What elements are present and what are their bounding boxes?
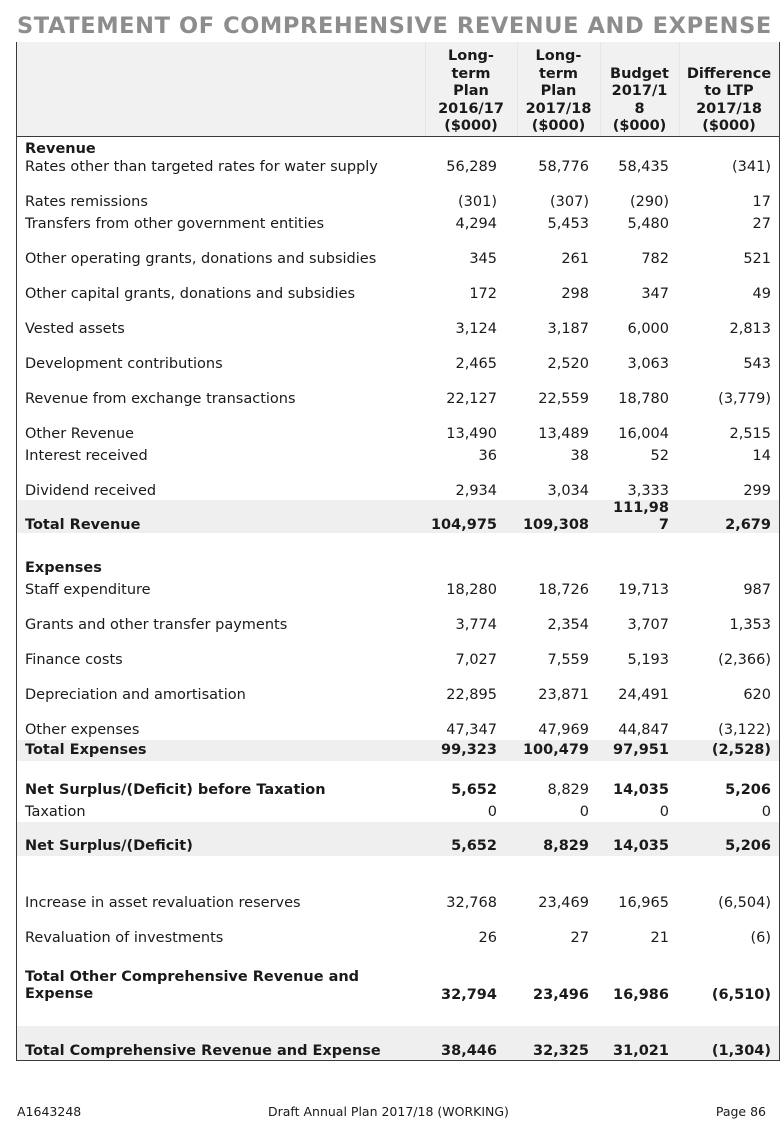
table-row: Dividend received 2,934 3,034 3,333 299 [25, 483, 771, 499]
page-title: STATEMENT OF COMPREHENSIVE REVENUE AND EXPENSE [17, 13, 772, 39]
table-row: Taxation 0 0 0 0 [25, 804, 771, 820]
table-row: Other operating grants, donations and subsidies 345 261 782 521 [25, 251, 771, 267]
table-row: Grants and other transfer payments 3,774 2,354 3,707 1,353 [25, 617, 771, 633]
table-row: Rates other than targeted rates for water supply 56,289 58,776 58,435 (341) [25, 159, 771, 175]
table-row: Increase in asset revaluation reserves 32,768 23,469 16,965 (6,504) [25, 895, 771, 911]
total-other-comprehensive-row: Total Other Comprehensive Revenue and Expense 32,794 23,496 16,986 (6,510) [25, 969, 771, 1003]
section-heading-revenue: Revenue [25, 141, 96, 157]
column-unit: ($000) [702, 118, 756, 134]
table-header [17, 42, 779, 137]
table-row: Interest received 36 38 52 14 [25, 448, 771, 464]
table-row: Depreciation and amortisation 22,895 23,871 24,491 620 [25, 687, 771, 703]
table-row: Other capital grants, donations and subsidies 172 298 347 49 [25, 286, 771, 302]
footer-doc-title: Draft Annual Plan 2017/18 (WORKING) [268, 1104, 509, 1119]
column-unit: ($000) [531, 118, 586, 134]
column-header-difference: Difference to LTP 2017/18 ($000) [679, 42, 779, 136]
table-row: Other Revenue 13,490 13,489 16,004 2,515 [25, 426, 771, 442]
statement-table [16, 42, 780, 1061]
total-comprehensive-row: Total Comprehensive Revenue and Expense 38,446 32,325 31,021 (1,304) [17, 1026, 779, 1060]
table-row: Vested assets 3,124 3,187 6,000 2,813 [25, 321, 771, 337]
total-expenses-row: Total Expenses 99,323 100,479 97,951 (2,528) [17, 740, 779, 761]
section-heading-expenses: Expenses [25, 560, 102, 576]
table-row: Staff expenditure 18,280 18,726 19,713 987 [25, 582, 771, 598]
table-row: Transfers from other government entities 4,294 5,453 5,480 27 [25, 216, 771, 232]
column-header-ltp-2017-18: Long- term Plan 2017/18 ($000) [517, 42, 600, 136]
net-surplus-row: Net Surplus/(Deficit) 5,652 8,829 14,035 5,206 [17, 822, 779, 856]
net-surplus-before-tax-row: Net Surplus/(Deficit) before Taxation 5,652 8,829 14,035 5,206 [25, 782, 771, 798]
table-row: Finance costs 7,027 7,559 5,193 (2,366) [25, 652, 771, 668]
table-row: Development contributions 2,465 2,520 3,063 543 [25, 356, 771, 372]
table-row: Revenue from exchange transactions 22,127 22,559 18,780 (3,779) [25, 391, 771, 407]
footer-doc-id: A1643248 [17, 1104, 82, 1119]
table-row: Revaluation of investments 26 27 21 (6) [25, 930, 771, 946]
column-header-budget-2017-18: Budget 2017/1 8 ($000) [600, 42, 679, 136]
table-row: Other expenses 47,347 47,969 44,847 (3,122) [25, 722, 771, 738]
column-unit: ($000) [444, 118, 498, 134]
total-revenue-row: Total Revenue 104,975 109,308 111,98 7 2,679 [17, 500, 779, 533]
table-row: Rates remissions (301) (307) (290) 17 [25, 194, 771, 210]
column-unit: ($000) [612, 118, 667, 134]
footer-page-number: Page 86 [715, 1104, 766, 1119]
column-header-ltp-2016-17: Long- term Plan 2016/17 ($000) [425, 42, 517, 136]
